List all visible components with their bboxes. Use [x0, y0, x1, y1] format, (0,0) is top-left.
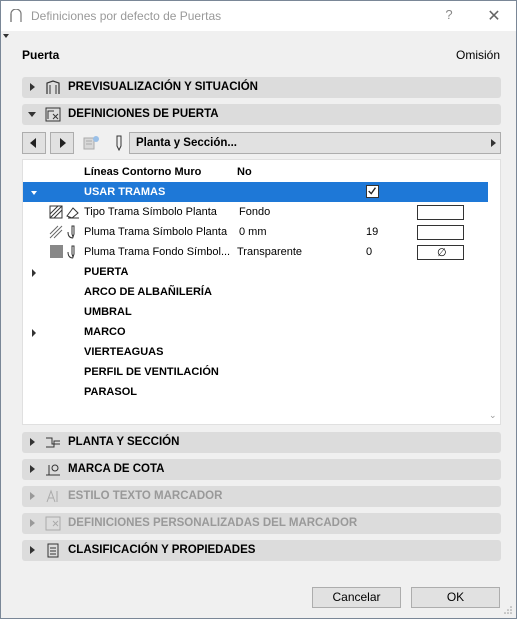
expand-arrow-icon[interactable]: [31, 191, 37, 195]
list-row-fill-type[interactable]: [23, 202, 488, 222]
empty-set-icon: ∅: [437, 247, 447, 259]
group-label: UMBRAL: [84, 306, 132, 318]
panel-label: DEFINICIONES PERSONALIZADAS DEL MARCADOR: [68, 517, 358, 529]
scroll-down-icon[interactable]: ⌄: [489, 410, 497, 420]
panel-label: CLASIFICACIÓN Y PROPIEDADES: [68, 544, 256, 556]
collapse-arrow-icon: [30, 492, 35, 500]
custom-marker-icon: [44, 515, 62, 532]
panel-label: PREVISUALIZACIÓN Y SITUACIÓN: [68, 81, 258, 93]
page-selector[interactable]: [129, 132, 501, 154]
element-type-label: Puerta: [22, 48, 60, 62]
collapse-arrow-icon[interactable]: [32, 329, 36, 337]
group-label: ARCO DE ALBAÑILERÍA: [84, 286, 212, 298]
collapse-arrow-icon: [30, 438, 35, 446]
settings-list: [22, 159, 501, 425]
pen-number[interactable]: 19: [366, 226, 379, 238]
pen-icon: [65, 224, 81, 240]
ok-button[interactable]: OK: [411, 587, 500, 608]
arrow-left-icon: [30, 138, 36, 148]
dimension-marker-icon: [44, 461, 62, 478]
panel-plan-section[interactable]: [22, 432, 501, 453]
list-row-background-pen[interactable]: [23, 242, 488, 262]
cancel-button[interactable]: Cancelar: [312, 587, 401, 608]
list-group-vent[interactable]: [23, 362, 488, 382]
checkmark-icon: [367, 186, 378, 197]
collapse-arrow-icon: [30, 546, 35, 554]
list-group-threshold[interactable]: [23, 302, 488, 322]
close-button[interactable]: ✕: [487, 8, 501, 25]
help-button[interactable]: ?: [445, 7, 453, 22]
door-settings-icon: [44, 106, 62, 123]
collapse-arrow-icon: [30, 519, 35, 527]
row-value[interactable]: No: [237, 166, 252, 178]
group-label: PARASOL: [84, 386, 137, 398]
row-label: Pluma Trama Símbolo Planta: [84, 226, 228, 238]
door-app-icon: [9, 9, 23, 23]
row-label: USAR TRAMAS: [84, 186, 166, 198]
row-label: Tipo Trama Símbolo Planta: [84, 206, 217, 218]
solid-fill-icon: [50, 245, 63, 258]
floor-plan-icon: [44, 79, 62, 96]
list-group-door[interactable]: [23, 262, 488, 282]
row-value[interactable]: 0 mm: [239, 226, 267, 238]
panel-preview-positioning[interactable]: [22, 77, 501, 98]
list-row-use-hatching[interactable]: [23, 182, 488, 202]
list-group-sill[interactable]: [23, 342, 488, 362]
hatch-pattern-icon: [49, 204, 65, 220]
panel-label: ESTILO TEXTO MARCADOR: [68, 490, 223, 502]
row-value[interactable]: Transparente: [237, 246, 303, 258]
page-selector-label: Planta y Sección...: [136, 137, 237, 149]
corner-arrow-icon: [3, 34, 9, 38]
favorites-icon[interactable]: [82, 135, 100, 151]
pen-number[interactable]: 0: [366, 246, 373, 258]
default-label: Omisión: [455, 48, 500, 62]
fill-tool-icon: [65, 204, 81, 220]
prev-page-button[interactable]: [22, 132, 46, 154]
list-row-fill-pen[interactable]: [23, 222, 488, 242]
text-style-icon: [44, 488, 62, 505]
pen-icon: [113, 134, 125, 152]
hatch-pen-icon: [49, 224, 65, 240]
panel-marker-text-style: [22, 486, 501, 507]
transparent-swatch[interactable]: [417, 245, 464, 260]
next-page-button[interactable]: [50, 132, 74, 154]
panel-label: MARCA DE COTA: [68, 463, 165, 475]
panel-door-settings[interactable]: [22, 104, 501, 125]
group-label: PUERTA: [84, 266, 129, 278]
collapse-arrow-icon: [30, 83, 35, 91]
chevron-right-icon: [491, 139, 496, 147]
pen-color-swatch[interactable]: [417, 225, 464, 240]
group-label: PERFIL DE VENTILACIÓN: [84, 366, 219, 378]
row-label: Líneas Contorno Muro: [84, 166, 202, 178]
plan-section-icon: [44, 434, 62, 451]
panel-dimension-marker[interactable]: [22, 459, 501, 480]
title-bar: [1, 1, 516, 31]
group-label: MARCO: [84, 326, 126, 338]
list-group-frame[interactable]: [23, 322, 488, 342]
collapse-arrow-icon: [30, 465, 35, 473]
expand-arrow-icon: [28, 112, 36, 117]
resize-grip-icon[interactable]: [503, 605, 513, 615]
panel-label: PLANTA Y SECCIÓN: [68, 436, 180, 448]
list-row-wall-contour[interactable]: [23, 162, 488, 182]
list-group-shade[interactable]: [23, 382, 488, 402]
window-title: Definiciones por defecto de Puertas: [31, 9, 222, 23]
group-label: VIERTEAGUAS: [84, 346, 164, 358]
panel-classification-properties[interactable]: [22, 540, 501, 561]
row-label: Pluma Trama Fondo Símbol...: [84, 246, 231, 258]
panel-custom-marker-settings: [22, 513, 501, 534]
pen-icon: [65, 244, 81, 260]
panel-label: DEFINICIONES DE PUERTA: [68, 108, 219, 120]
arrow-right-icon: [60, 138, 66, 148]
fill-swatch[interactable]: [417, 205, 464, 220]
collapse-arrow-icon[interactable]: [32, 269, 36, 277]
row-value[interactable]: Fondo: [239, 206, 271, 218]
classification-icon: [44, 542, 62, 559]
use-hatching-checkbox[interactable]: [366, 185, 379, 198]
settings-toolbar: [22, 132, 501, 154]
list-group-arch[interactable]: [23, 282, 488, 302]
